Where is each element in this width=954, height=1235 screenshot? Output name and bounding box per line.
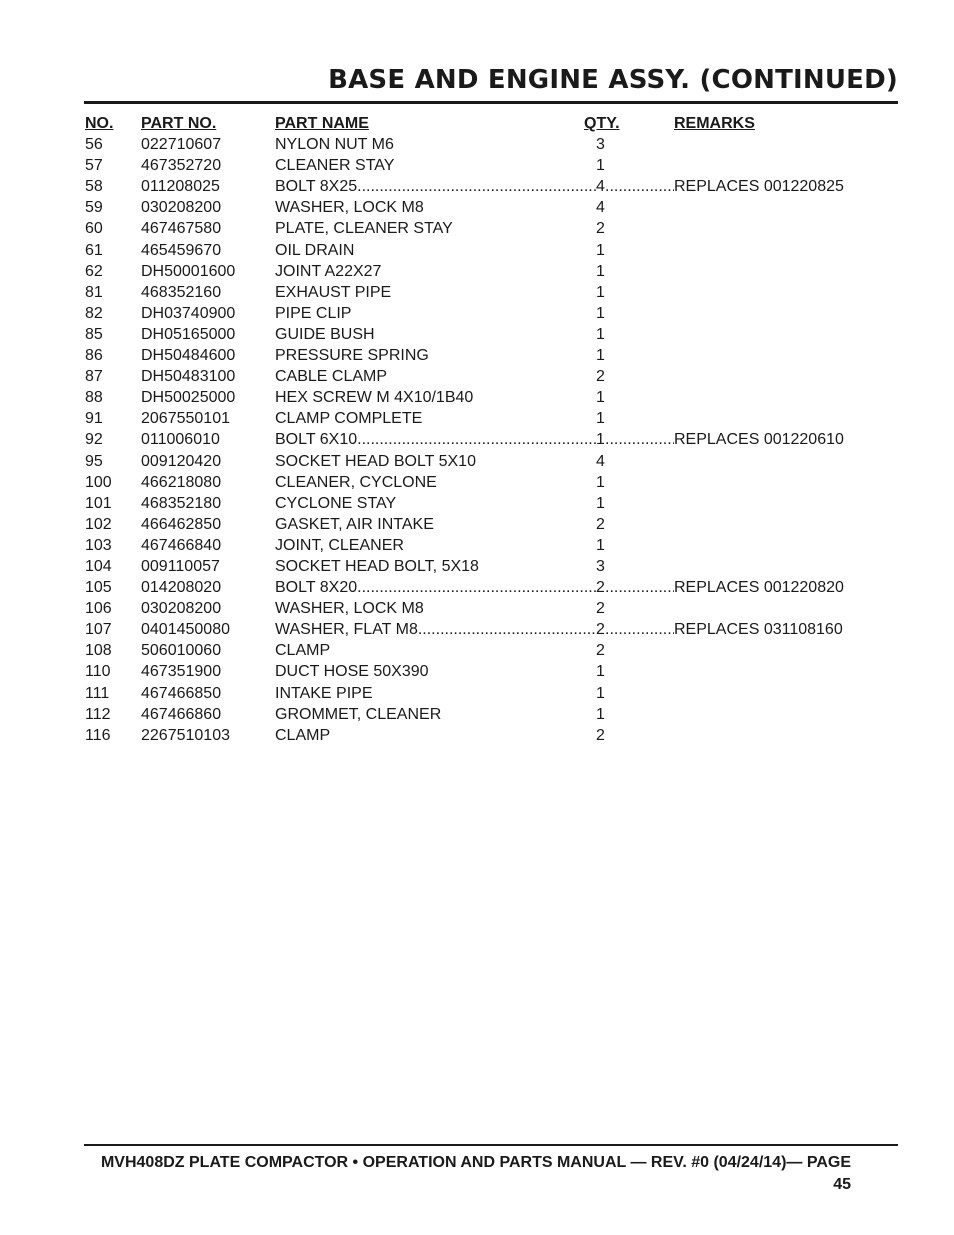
quantity: 1 [596,241,605,259]
header-no: NO. [85,115,114,132]
part-number: 022710607 [141,136,222,154]
table-row [84,134,898,155]
table-row [84,493,898,514]
part-number: 466462850 [141,515,222,533]
part-number: 011208025 [141,178,220,196]
remarks-leader-dots [605,429,674,450]
part-number: 465459670 [141,241,222,259]
table-row [84,324,898,345]
page-footer: MVH408DZ PLATE COMPACTOR • OPERATION AND PARTS MANUAL — REV. #0 (04/24/14)— PAGE 45 [100,1154,851,1193]
item-number: 81 [85,283,103,301]
part-number: 030208200 [141,600,222,618]
quantity: 1 [596,283,605,301]
table-row [84,598,898,619]
remarks: REPLACES 031108160 [674,621,843,639]
quantity: 1 [596,431,605,449]
part-name: GASKET, AIR INTAKE [275,515,434,533]
part-name: JOINT A22X27 [275,262,382,280]
table-row [84,197,898,218]
quantity: 2 [596,368,605,386]
item-number: 107 [85,621,112,639]
item-number: 86 [85,347,103,365]
parts-table [84,113,898,746]
remarks: REPLACES 001220825 [674,178,844,196]
part-number: 011006010 [141,431,220,449]
table-row [84,451,898,472]
item-number: 112 [85,705,111,723]
item-number: 95 [85,452,103,470]
part-number: 467351900 [141,663,222,681]
part-name: CABLE CLAMP [275,368,388,386]
part-name: WASHER, FLAT M8 ..... [275,619,598,640]
item-number: 61 [85,241,103,259]
item-number: 85 [85,325,103,343]
item-number: 111 [85,684,110,702]
table-row [84,408,898,429]
part-name: BOLT 8X25 ..... [275,176,598,197]
part-name: CLAMP COMPLETE [275,410,423,428]
part-number: DH50025000 [141,389,236,407]
quantity: 2 [596,600,605,618]
quantity: 1 [596,410,605,428]
part-name: SOCKET HEAD BOLT, 5X18 [275,557,479,575]
part-number: DH50484600 [141,347,236,365]
part-number: DH50001600 [141,262,236,280]
quantity: 1 [596,473,605,491]
quantity: 4 [596,199,605,217]
header-qty: QTY. [584,115,620,132]
item-number: 108 [85,642,112,660]
item-number: 56 [85,136,103,154]
quantity: 2 [596,621,605,639]
quantity: 3 [596,136,605,154]
part-name: WASHER, LOCK M8 [275,600,424,618]
item-number: 58 [85,178,103,196]
item-number: 116 [85,726,111,744]
footer-rule [84,1144,898,1146]
item-number: 110 [85,663,111,681]
table-row [84,366,898,387]
item-number: 101 [85,494,112,512]
part-number: 2067550101 [141,410,230,428]
remarks-leader-dots [605,176,674,197]
part-number: 009110057 [141,557,220,575]
item-number: 59 [85,199,103,217]
quantity: 1 [596,536,605,554]
part-number: DH03740900 [141,304,236,322]
part-number: 466218080 [141,473,222,491]
title-rule [84,101,898,104]
part-name: WASHER, LOCK M8 [275,199,424,217]
part-name: NYLON NUT M6 [275,136,394,154]
header-remarks: REMARKS [674,115,755,132]
part-number: 467466860 [141,705,222,723]
table-body [84,134,898,746]
part-name: EXHAUST PIPE [275,283,392,301]
item-number: 92 [85,431,103,449]
quantity: 1 [596,389,605,407]
table-row [84,345,898,366]
part-number: 468352160 [141,283,222,301]
part-number: 0401450080 [141,621,230,639]
quantity: 4 [596,178,605,196]
item-number: 100 [85,473,112,491]
page-title: BASE AND ENGINE ASSY. (CONTINUED) [328,65,898,95]
quantity: 3 [596,557,605,575]
item-number: 91 [85,410,103,428]
item-number: 103 [85,536,112,554]
part-number: 467466850 [141,684,222,702]
quantity: 1 [596,157,605,175]
part-name: GROMMET, CLEANER [275,705,442,723]
table-row [84,704,898,725]
quantity: 1 [596,494,605,512]
part-name: PLATE, CLEANER STAY [275,220,453,238]
table-row [84,535,898,556]
quantity: 1 [596,325,605,343]
header-part-name: PART NAME [275,115,369,132]
part-name: BOLT 6X10 ..... [275,429,598,450]
header-part-no: PART NO. [141,115,217,132]
part-name: CLAMP [275,642,331,660]
part-name: BOLT 8X20 ..... [275,577,598,598]
remarks: REPLACES 001220820 [674,579,844,597]
quantity: 2 [596,579,605,597]
table-row [84,282,898,303]
item-number: 88 [85,389,103,407]
part-number: DH50483100 [141,368,236,386]
item-number: 106 [85,600,112,618]
part-number: 030208200 [141,199,222,217]
table-row [84,725,898,746]
quantity: 2 [596,220,605,238]
item-number: 82 [85,304,103,322]
item-number: 62 [85,262,103,280]
part-name: CYCLONE STAY [275,494,397,512]
quantity: 1 [596,262,605,280]
table-row [84,303,898,324]
table-row [84,261,898,282]
table-row [84,640,898,661]
part-number: 467466840 [141,536,222,554]
table-row [84,387,898,408]
part-number: DH05165000 [141,325,236,343]
table-row [84,429,898,450]
table-row [84,619,898,640]
table-row [84,472,898,493]
table-row [84,240,898,261]
quantity: 1 [596,347,605,365]
part-number: 468352180 [141,494,222,512]
item-number: 105 [85,579,112,597]
table-row [84,218,898,239]
quantity: 4 [596,452,605,470]
table-row [84,556,898,577]
table-row [84,155,898,176]
part-name: JOINT, CLEANER [275,536,404,554]
remarks-leader-dots [605,619,674,640]
part-name: CLAMP [275,726,331,744]
part-number: 014208020 [141,579,222,597]
part-number: 467467580 [141,220,222,238]
part-number: 506010060 [141,642,222,660]
item-number: 104 [85,557,112,575]
item-number: 102 [85,515,112,533]
part-number: 2267510103 [141,726,230,744]
quantity: 1 [596,304,605,322]
quantity: 2 [596,642,605,660]
part-name: OIL DRAIN [275,241,355,259]
quantity: 1 [596,684,605,702]
part-name: PRESSURE SPRING [275,347,429,365]
part-name: PIPE CLIP [275,304,352,322]
quantity: 1 [596,663,605,681]
part-name: CLEANER STAY [275,157,395,175]
table-header [84,113,898,134]
part-number: 009120420 [141,452,222,470]
table-row [84,683,898,704]
quantity: 1 [596,705,605,723]
part-name: DUCT HOSE 50X390 [275,663,429,681]
item-number: 60 [85,220,103,238]
part-name: CLEANER, CYCLONE [275,473,437,491]
part-name: INTAKE PIPE [275,684,373,702]
table-row [84,514,898,535]
table-row [84,176,898,197]
part-name: SOCKET HEAD BOLT 5X10 [275,452,476,470]
part-name: GUIDE BUSH [275,325,375,343]
table-row [84,577,898,598]
quantity: 2 [596,726,605,744]
remarks-leader-dots [605,577,674,598]
item-number: 87 [85,368,103,386]
part-number: 467352720 [141,157,222,175]
table-row [84,661,898,682]
remarks: REPLACES 001220610 [674,431,844,449]
part-name: HEX SCREW M 4X10/1B40 [275,389,474,407]
item-number: 57 [85,157,103,175]
quantity: 2 [596,515,605,533]
